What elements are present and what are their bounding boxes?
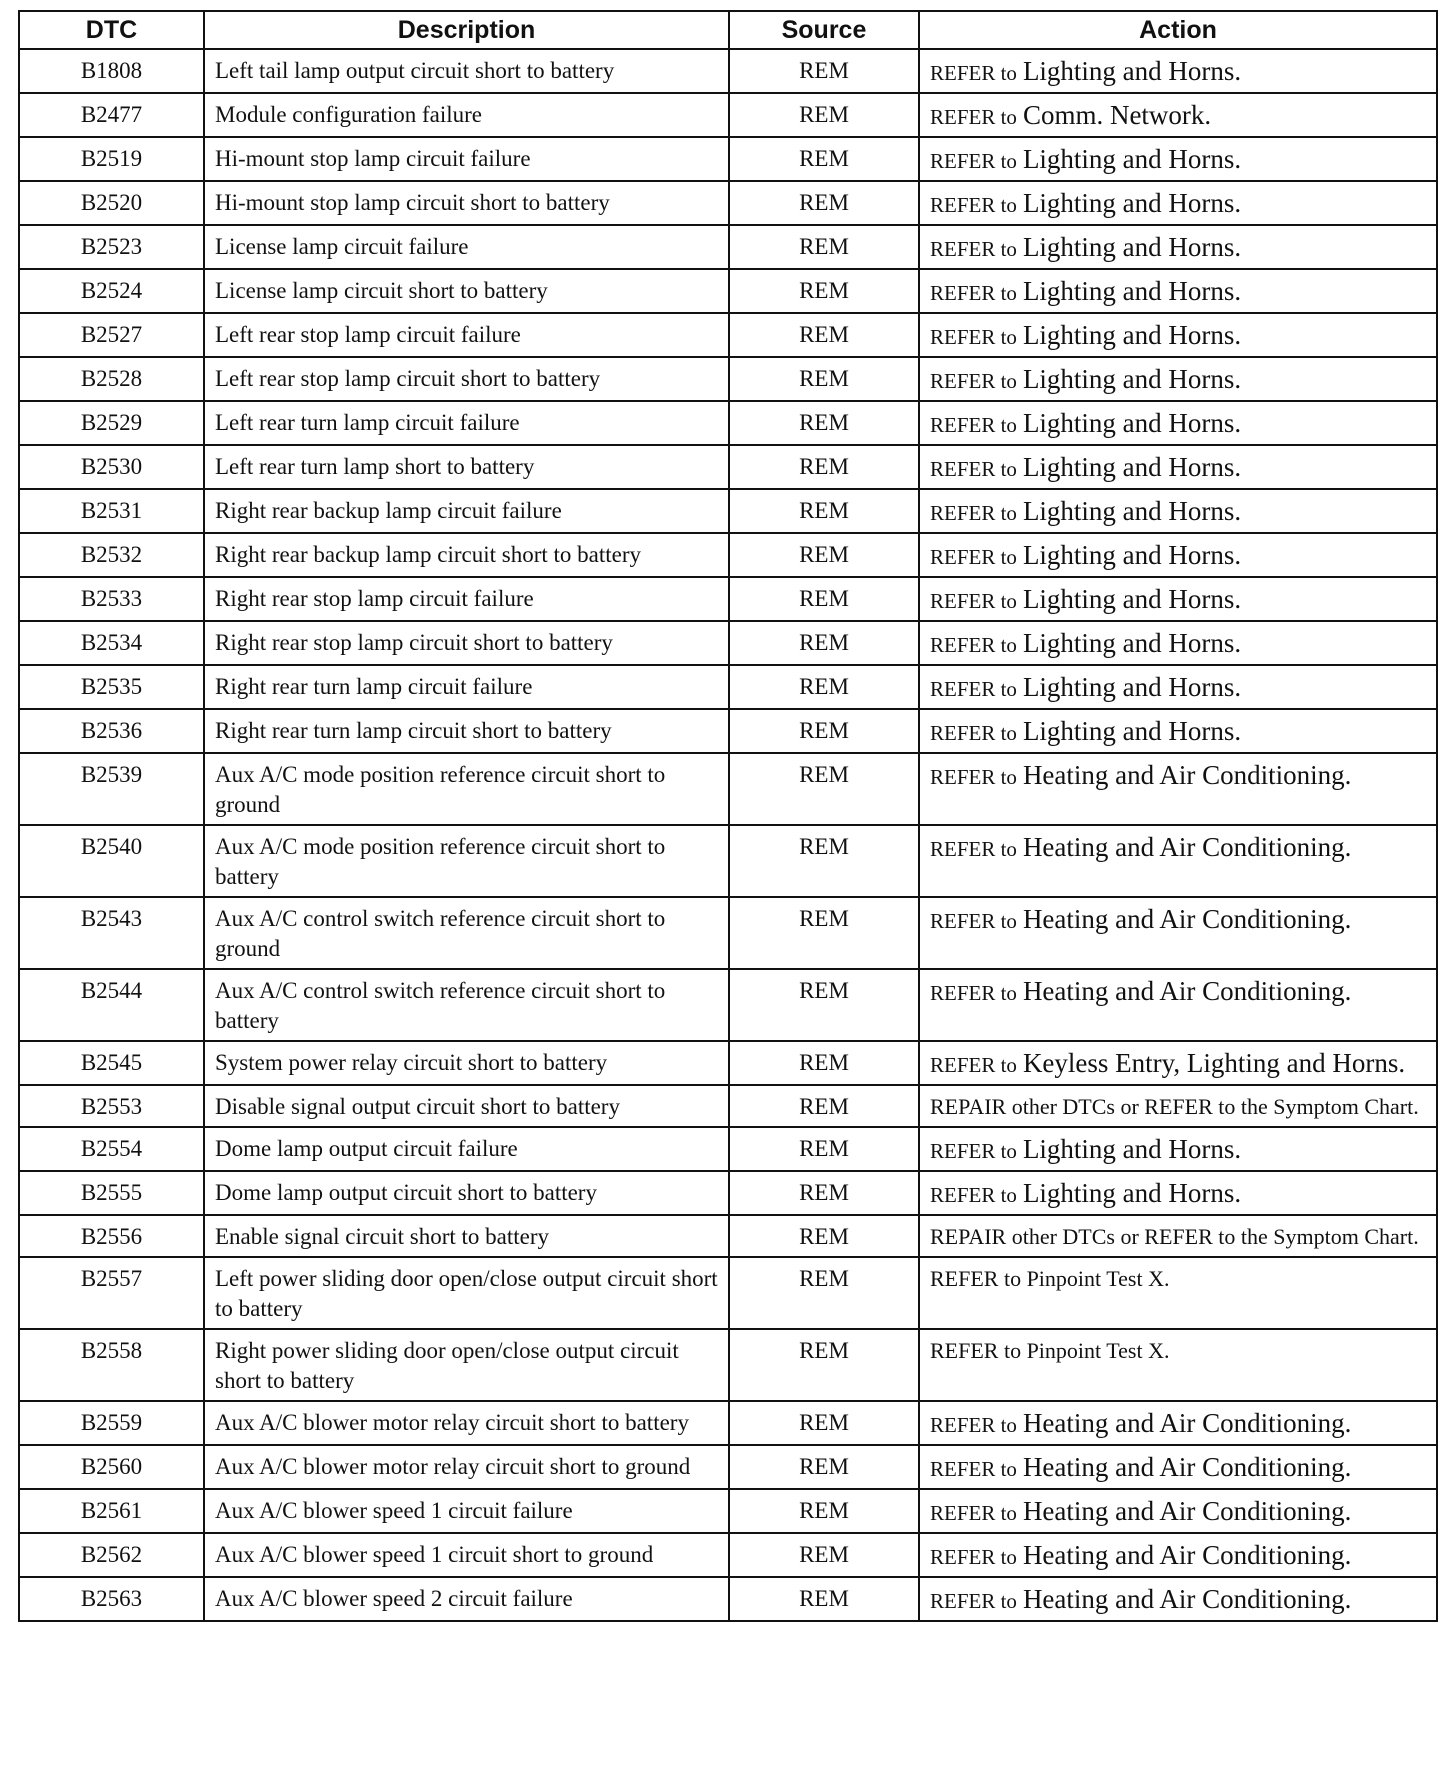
dtc-description: Right rear backup lamp circuit short to battery xyxy=(204,533,729,577)
dtc-code: B2535 xyxy=(19,665,204,709)
action-reference: Lighting and Horns. xyxy=(1022,672,1242,702)
table-row xyxy=(19,577,1437,621)
dtc-source: REM xyxy=(729,621,919,665)
table-row xyxy=(19,1329,1437,1401)
dtc-description: Aux A/C blower speed 1 circuit short to ground xyxy=(204,1533,729,1577)
dtc-description: Right rear stop lamp circuit short to battery xyxy=(204,621,729,665)
dtc-description: Dome lamp output circuit short to battery xyxy=(204,1171,729,1215)
dtc-source: REM xyxy=(729,49,919,93)
dtc-action xyxy=(919,1489,1437,1533)
action-prefix: REFER to xyxy=(930,61,1017,85)
dtc-description: Right rear stop lamp circuit failure xyxy=(204,577,729,621)
action-prefix: REFER to xyxy=(930,413,1017,437)
action-reference: Keyless Entry, Lighting and Horns. xyxy=(1022,1048,1406,1078)
action-reference: Lighting and Horns. xyxy=(1022,584,1242,614)
table-row xyxy=(19,313,1437,357)
dtc-action xyxy=(919,445,1437,489)
action-reference: Lighting and Horns. xyxy=(1022,452,1242,482)
action-reference: Lighting and Horns. xyxy=(1022,1178,1242,1208)
action-text: REFER to Pinpoint Test X. xyxy=(930,1338,1170,1363)
action-reference: Lighting and Horns. xyxy=(1022,188,1242,218)
dtc-source: REM xyxy=(729,577,919,621)
action-prefix: REFER to xyxy=(930,1053,1017,1077)
action-prefix: REFER to xyxy=(930,1139,1017,1163)
action-reference: Heating and Air Conditioning. xyxy=(1022,904,1352,934)
action-prefix: REFER to xyxy=(930,237,1017,261)
dtc-description: Module configuration failure xyxy=(204,93,729,137)
action-prefix: REFER to xyxy=(930,325,1017,349)
dtc-source: REM xyxy=(729,1257,919,1329)
action-reference: Heating and Air Conditioning. xyxy=(1022,1540,1352,1570)
table-row xyxy=(19,93,1437,137)
dtc-action xyxy=(919,709,1437,753)
table-row xyxy=(19,137,1437,181)
dtc-code: B2530 xyxy=(19,445,204,489)
table-row xyxy=(19,269,1437,313)
action-reference: Lighting and Horns. xyxy=(1022,232,1242,262)
action-prefix: REFER to xyxy=(930,1413,1017,1437)
dtc-source: REM xyxy=(729,181,919,225)
dtc-code: B2554 xyxy=(19,1127,204,1171)
action-text: REPAIR other DTCs or REFER to the Symptom Chart. xyxy=(930,1094,1419,1119)
action-reference: Heating and Air Conditioning. xyxy=(1022,760,1352,790)
table-row xyxy=(19,49,1437,93)
dtc-source: REM xyxy=(729,1127,919,1171)
dtc-code: B2524 xyxy=(19,269,204,313)
table-row xyxy=(19,489,1437,533)
action-prefix: REFER to xyxy=(930,193,1017,217)
dtc-source: REM xyxy=(729,269,919,313)
dtc-source: REM xyxy=(729,1533,919,1577)
dtc-action xyxy=(919,753,1437,825)
dtc-code: B2519 xyxy=(19,137,204,181)
table-row xyxy=(19,1489,1437,1533)
action-prefix: REFER to xyxy=(930,909,1017,933)
dtc-description: Hi-mount stop lamp circuit short to battery xyxy=(204,181,729,225)
action-prefix: REFER to xyxy=(930,981,1017,1005)
dtc-code: B2563 xyxy=(19,1577,204,1621)
table-row xyxy=(19,445,1437,489)
dtc-source: REM xyxy=(729,401,919,445)
table-row xyxy=(19,1577,1437,1621)
action-text: REPAIR other DTCs or REFER to the Symptom Chart. xyxy=(930,1224,1419,1249)
table-row xyxy=(19,401,1437,445)
table-header-row xyxy=(19,11,1437,49)
dtc-code: B2528 xyxy=(19,357,204,401)
dtc-description: Enable signal circuit short to battery xyxy=(204,1215,729,1257)
table-row xyxy=(19,825,1437,897)
dtc-action xyxy=(919,401,1437,445)
dtc-code: B2523 xyxy=(19,225,204,269)
dtc-code: B2532 xyxy=(19,533,204,577)
dtc-source: REM xyxy=(729,93,919,137)
action-reference: Lighting and Horns. xyxy=(1022,1134,1242,1164)
action-prefix: REFER to xyxy=(930,369,1017,393)
dtc-action xyxy=(919,181,1437,225)
table-row xyxy=(19,709,1437,753)
dtc-code: B2540 xyxy=(19,825,204,897)
dtc-action xyxy=(919,825,1437,897)
dtc-code: B2558 xyxy=(19,1329,204,1401)
action-reference: Heating and Air Conditioning. xyxy=(1022,976,1352,1006)
table-row xyxy=(19,357,1437,401)
dtc-code: B2533 xyxy=(19,577,204,621)
dtc-source: REM xyxy=(729,1401,919,1445)
table-row xyxy=(19,621,1437,665)
action-prefix: REFER to xyxy=(930,1545,1017,1569)
dtc-action xyxy=(919,533,1437,577)
table-row xyxy=(19,1401,1437,1445)
dtc-description: Right rear turn lamp circuit failure xyxy=(204,665,729,709)
dtc-source: REM xyxy=(729,753,919,825)
dtc-source: REM xyxy=(729,137,919,181)
dtc-code: B2544 xyxy=(19,969,204,1041)
action-reference: Lighting and Horns. xyxy=(1022,364,1242,394)
action-prefix: REFER to xyxy=(930,457,1017,481)
action-prefix: REFER to xyxy=(930,589,1017,613)
dtc-source: REM xyxy=(729,489,919,533)
dtc-description: Aux A/C blower motor relay circuit short to ground xyxy=(204,1445,729,1489)
action-prefix: REFER to xyxy=(930,149,1017,173)
table-row xyxy=(19,897,1437,969)
action-prefix: REFER to xyxy=(930,633,1017,657)
dtc-source: REM xyxy=(729,1445,919,1489)
action-prefix: REFER to xyxy=(930,501,1017,525)
dtc-description: Aux A/C control switch reference circuit short to battery xyxy=(204,969,729,1041)
dtc-code: B2531 xyxy=(19,489,204,533)
action-prefix: REFER to xyxy=(930,545,1017,569)
dtc-source: REM xyxy=(729,1085,919,1127)
table-row xyxy=(19,533,1437,577)
action-text: REFER to Pinpoint Test X. xyxy=(930,1266,1170,1291)
dtc-table xyxy=(18,10,1438,1622)
action-prefix: REFER to xyxy=(930,1589,1017,1613)
dtc-action xyxy=(919,1533,1437,1577)
action-reference: Heating and Air Conditioning. xyxy=(1022,1452,1352,1482)
dtc-source: REM xyxy=(729,1329,919,1401)
dtc-action xyxy=(919,137,1437,181)
dtc-description: Aux A/C mode position reference circuit short to battery xyxy=(204,825,729,897)
dtc-code: B2536 xyxy=(19,709,204,753)
dtc-action xyxy=(919,1041,1437,1085)
dtc-code: B2545 xyxy=(19,1041,204,1085)
dtc-code: B2527 xyxy=(19,313,204,357)
table-body xyxy=(19,49,1437,1621)
dtc-description: Left rear turn lamp circuit failure xyxy=(204,401,729,445)
dtc-description: Dome lamp output circuit failure xyxy=(204,1127,729,1171)
dtc-source: REM xyxy=(729,825,919,897)
dtc-action xyxy=(919,357,1437,401)
dtc-action xyxy=(919,313,1437,357)
dtc-table-page xyxy=(18,10,1436,1622)
dtc-code: B2556 xyxy=(19,1215,204,1257)
dtc-code: B2559 xyxy=(19,1401,204,1445)
table-row xyxy=(19,753,1437,825)
action-reference: Lighting and Horns. xyxy=(1022,496,1242,526)
dtc-code: B2562 xyxy=(19,1533,204,1577)
table-row xyxy=(19,1533,1437,1577)
dtc-source: REM xyxy=(729,357,919,401)
table-row xyxy=(19,1041,1437,1085)
table-row xyxy=(19,1215,1437,1257)
dtc-action xyxy=(919,1401,1437,1445)
dtc-code: B2539 xyxy=(19,753,204,825)
action-reference: Comm. Network. xyxy=(1022,100,1212,130)
dtc-code: B1808 xyxy=(19,49,204,93)
dtc-action xyxy=(919,1085,1437,1127)
dtc-source: REM xyxy=(729,1577,919,1621)
dtc-source: REM xyxy=(729,445,919,489)
dtc-description: Left rear stop lamp circuit failure xyxy=(204,313,729,357)
action-reference: Lighting and Horns. xyxy=(1022,540,1242,570)
action-reference: Heating and Air Conditioning. xyxy=(1022,1408,1352,1438)
dtc-action xyxy=(919,93,1437,137)
dtc-code: B2543 xyxy=(19,897,204,969)
action-reference: Lighting and Horns. xyxy=(1022,276,1242,306)
action-reference: Lighting and Horns. xyxy=(1022,716,1242,746)
dtc-source: REM xyxy=(729,1215,919,1257)
dtc-source: REM xyxy=(729,897,919,969)
action-prefix: REFER to xyxy=(930,1501,1017,1525)
dtc-action xyxy=(919,49,1437,93)
dtc-source: REM xyxy=(729,969,919,1041)
dtc-source: REM xyxy=(729,709,919,753)
table-row xyxy=(19,665,1437,709)
dtc-description: Left power sliding door open/close output circuit short to battery xyxy=(204,1257,729,1329)
dtc-description: System power relay circuit short to battery xyxy=(204,1041,729,1085)
dtc-description: Hi-mount stop lamp circuit failure xyxy=(204,137,729,181)
header-source: Source xyxy=(729,11,919,49)
dtc-source: REM xyxy=(729,1041,919,1085)
action-reference: Lighting and Horns. xyxy=(1022,628,1242,658)
dtc-source: REM xyxy=(729,1489,919,1533)
action-prefix: REFER to xyxy=(930,281,1017,305)
action-reference: Lighting and Horns. xyxy=(1022,56,1242,86)
action-reference: Lighting and Horns. xyxy=(1022,144,1242,174)
header-description: Description xyxy=(204,11,729,49)
dtc-code: B2520 xyxy=(19,181,204,225)
action-reference: Heating and Air Conditioning. xyxy=(1022,1584,1352,1614)
table-row xyxy=(19,1085,1437,1127)
dtc-description: Aux A/C control switch reference circuit short to ground xyxy=(204,897,729,969)
action-prefix: REFER to xyxy=(930,105,1017,129)
table-row xyxy=(19,1171,1437,1215)
dtc-source: REM xyxy=(729,1171,919,1215)
dtc-description: Right rear turn lamp circuit short to battery xyxy=(204,709,729,753)
dtc-description: Aux A/C mode position reference circuit short to ground xyxy=(204,753,729,825)
dtc-action xyxy=(919,1257,1437,1329)
dtc-action xyxy=(919,665,1437,709)
dtc-description: Aux A/C blower speed 1 circuit failure xyxy=(204,1489,729,1533)
dtc-action xyxy=(919,621,1437,665)
dtc-source: REM xyxy=(729,665,919,709)
action-reference: Heating and Air Conditioning. xyxy=(1022,832,1352,862)
dtc-action xyxy=(919,969,1437,1041)
dtc-source: REM xyxy=(729,313,919,357)
dtc-action xyxy=(919,489,1437,533)
action-prefix: REFER to xyxy=(930,837,1017,861)
dtc-code: B2477 xyxy=(19,93,204,137)
dtc-description: Disable signal output circuit short to battery xyxy=(204,1085,729,1127)
dtc-code: B2555 xyxy=(19,1171,204,1215)
action-prefix: REFER to xyxy=(930,1457,1017,1481)
dtc-description: Left rear turn lamp short to battery xyxy=(204,445,729,489)
dtc-source: REM xyxy=(729,225,919,269)
header-action: Action xyxy=(919,11,1437,49)
dtc-code: B2561 xyxy=(19,1489,204,1533)
action-prefix: REFER to xyxy=(930,765,1017,789)
dtc-action xyxy=(919,225,1437,269)
table-row xyxy=(19,225,1437,269)
dtc-action xyxy=(919,1215,1437,1257)
dtc-description: Left tail lamp output circuit short to battery xyxy=(204,49,729,93)
action-prefix: REFER to xyxy=(930,1183,1017,1207)
table-row xyxy=(19,181,1437,225)
table-row xyxy=(19,1445,1437,1489)
dtc-action xyxy=(919,1577,1437,1621)
action-reference: Lighting and Horns. xyxy=(1022,408,1242,438)
dtc-action xyxy=(919,1171,1437,1215)
dtc-action xyxy=(919,1127,1437,1171)
table-row xyxy=(19,1127,1437,1171)
dtc-description: Left rear stop lamp circuit short to battery xyxy=(204,357,729,401)
dtc-code: B2557 xyxy=(19,1257,204,1329)
dtc-action xyxy=(919,897,1437,969)
dtc-description: Aux A/C blower speed 2 circuit failure xyxy=(204,1577,729,1621)
dtc-code: B2534 xyxy=(19,621,204,665)
dtc-description: License lamp circuit failure xyxy=(204,225,729,269)
dtc-description: Right power sliding door open/close output circuit short to battery xyxy=(204,1329,729,1401)
dtc-description: Aux A/C blower motor relay circuit short to battery xyxy=(204,1401,729,1445)
dtc-action xyxy=(919,1445,1437,1489)
table-row xyxy=(19,1257,1437,1329)
dtc-source: REM xyxy=(729,533,919,577)
dtc-action xyxy=(919,269,1437,313)
table-row xyxy=(19,969,1437,1041)
action-prefix: REFER to xyxy=(930,677,1017,701)
dtc-action xyxy=(919,1329,1437,1401)
dtc-code: B2553 xyxy=(19,1085,204,1127)
action-reference: Lighting and Horns. xyxy=(1022,320,1242,350)
dtc-action xyxy=(919,577,1437,621)
dtc-description: License lamp circuit short to battery xyxy=(204,269,729,313)
action-reference: Heating and Air Conditioning. xyxy=(1022,1496,1352,1526)
dtc-code: B2529 xyxy=(19,401,204,445)
dtc-description: Right rear backup lamp circuit failure xyxy=(204,489,729,533)
action-prefix: REFER to xyxy=(930,721,1017,745)
dtc-code: B2560 xyxy=(19,1445,204,1489)
header-dtc: DTC xyxy=(19,11,204,49)
